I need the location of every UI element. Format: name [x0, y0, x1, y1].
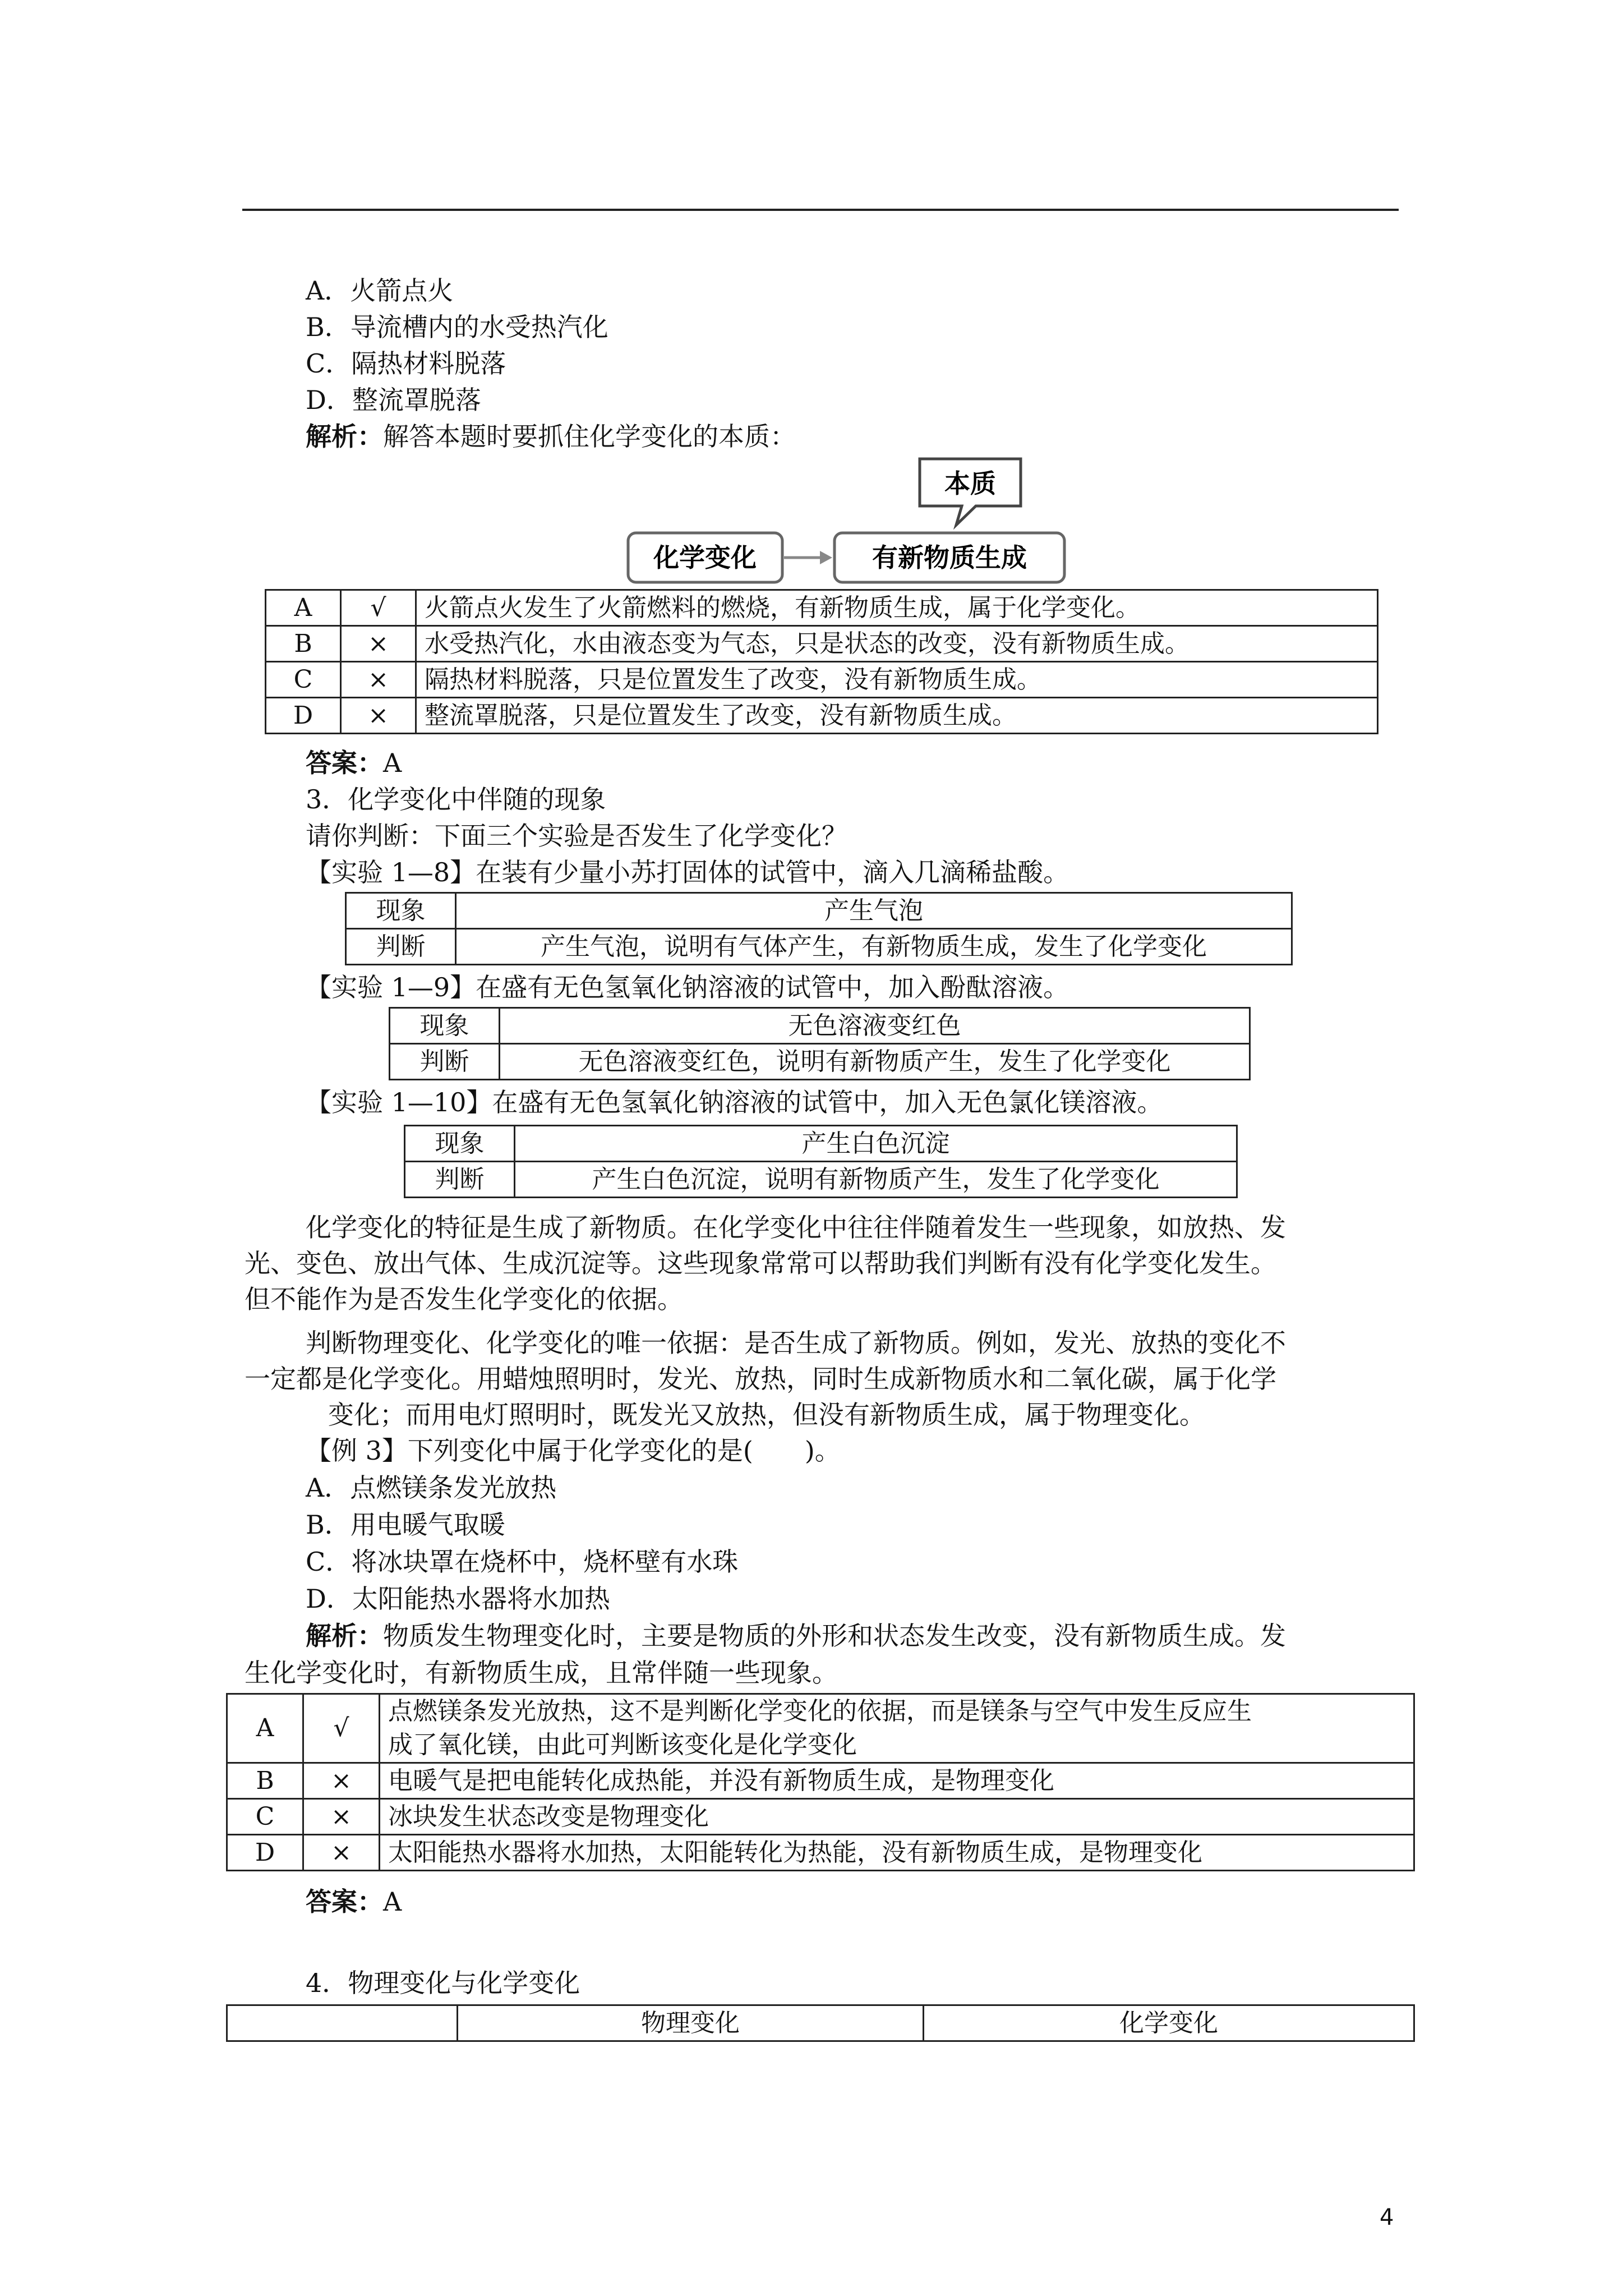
cell-text-line-2: 成了氧化镁，由此可判断该变化是化学变化	[388, 1731, 857, 1759]
example3-option-b: B．用电暖气取暖	[306, 1510, 505, 1540]
answer-label: 答案：	[306, 748, 383, 778]
callout-label: 本质	[944, 468, 996, 499]
example3-analysis-line-2: 生化学变化时，有新物质生成，且常伴随一些现象。	[245, 1658, 838, 1688]
table-row	[227, 1763, 1414, 1799]
cell-mark: ×	[303, 1799, 380, 1835]
table-row	[390, 1008, 1250, 1044]
cell-option: B	[266, 626, 341, 662]
cell-label: 判断	[390, 1044, 500, 1080]
cell-option: A	[227, 1694, 303, 1763]
box-new-substance-label: 有新物质生成	[872, 542, 1027, 573]
cell-mark: √	[303, 1694, 380, 1763]
analysis-text: 物质发生物理变化时，主要是物质的外形和状态发生改变，没有新物质生成。发	[383, 1621, 1286, 1651]
table-row	[266, 626, 1378, 662]
paragraph-1-line-1: 化学变化的特征是生成了新物质。在化学变化中往往伴随着发生一些现象，如放热、发	[306, 1212, 1286, 1243]
table-row	[266, 698, 1378, 734]
cell-label: 判断	[346, 929, 456, 965]
answer-label: 答案：	[306, 1887, 383, 1917]
q2-analysis	[306, 420, 796, 453]
cell-text: 太阳能热水器将水加热，太阳能转化为热能，没有新物质生成，是物理变化	[380, 1835, 1414, 1871]
experiment-1-title: 【实验 1—8】在装有少量小苏打固体的试管中，滴入几滴稀盐酸。	[306, 857, 1069, 887]
cell-option: C	[266, 662, 341, 698]
cell-mark: ×	[341, 626, 416, 662]
example3-option-a: A．点燃镁条发光放热	[306, 1473, 557, 1503]
q2-option-d: D．整流罩脱落	[306, 385, 481, 415]
cell-mark: ×	[341, 698, 416, 734]
example3-title: 【例 3】下列变化中属于化学变化的是( )。	[306, 1435, 841, 1466]
paragraph-1-line-2: 光、变色、放出气体、生成沉淀等。这些现象常常可以帮助我们判断有没有化学变化发生。	[245, 1248, 1276, 1278]
cell-mark: ×	[303, 1835, 380, 1871]
q2-option-b: B．导流槽内的水受热汽化	[306, 312, 608, 342]
example3-option-c: C．将冰块罩在烧杯中，烧杯壁有水珠	[306, 1547, 739, 1577]
example3-answer	[306, 1885, 402, 1918]
analysis-label: 解析：	[306, 421, 383, 452]
experiment-3-table	[404, 1125, 1238, 1198]
table-row	[266, 590, 1378, 626]
paragraph-2-line-2: 一定都是化学变化。用蜡烛照明时，发光、放热，同时生成新物质水和二氧化碳，属于化学	[245, 1364, 1276, 1394]
cell-text: 火箭点火发生了火箭燃料的燃烧，有新物质生成，属于化学变化。	[416, 590, 1378, 626]
cell-mark: ×	[341, 662, 416, 698]
cell-text: 水受热汽化，水由液态变为气态，只是状态的改变，没有新物质生成。	[416, 626, 1378, 662]
q2-analysis-table	[265, 589, 1378, 734]
section3-prompt: 请你判断：下面三个实验是否发生了化学变化？	[306, 821, 847, 851]
example3-option-d: D．太阳能热水器将水加热	[306, 1584, 610, 1614]
paragraph-1-line-3: 但不能作为是否发生化学变化的依据。	[245, 1284, 683, 1314]
cell-text: 隔热材料脱落，只是位置发生了改变，没有新物质生成。	[416, 662, 1378, 698]
cell-mark: √	[341, 590, 416, 626]
essence-diagram	[617, 454, 1077, 589]
experiment-2-table	[389, 1007, 1251, 1080]
cell-label: 现象	[346, 893, 456, 929]
header-cell-empty	[227, 2005, 458, 2041]
cell-phenomenon: 产生气泡	[456, 893, 1292, 929]
example3-analysis-line-1	[306, 1619, 1286, 1653]
cell-option: D	[227, 1835, 303, 1871]
q2-option-c: C．隔热材料脱落	[306, 348, 506, 379]
cell-option: A	[266, 590, 341, 626]
answer-value: A	[383, 1887, 402, 1917]
paragraph-2-line-1: 判断物理变化、化学变化的唯一依据：是否生成了新物质。例如，发光、放热的变化不	[306, 1328, 1286, 1358]
cell-phenomenon: 产生白色沉淀	[515, 1126, 1237, 1162]
section4-heading: 4．物理变化与化学变化	[306, 1968, 580, 1998]
cell-label: 现象	[390, 1008, 500, 1044]
section3-heading: 3．化学变化中伴随的现象	[306, 784, 606, 815]
box-chemical-change-label: 化学变化	[653, 542, 757, 573]
header-cell-chemical: 化学变化	[924, 2005, 1414, 2041]
arrow-head	[820, 551, 832, 564]
cell-judgement: 产生气泡，说明有气体产生，有新物质生成，发生了化学变化	[456, 929, 1292, 965]
cell-label: 现象	[405, 1126, 515, 1162]
analysis-text: 解答本题时要抓住化学变化的本质：	[383, 421, 796, 452]
page-number: 4	[1380, 2205, 1394, 2230]
table-row	[266, 662, 1378, 698]
table-row	[390, 1044, 1250, 1080]
cell-text: 冰块发生状态改变是物理变化	[380, 1799, 1414, 1835]
table-row	[227, 1835, 1414, 1871]
cell-text	[380, 1694, 1414, 1763]
table-row	[227, 2005, 1414, 2041]
experiment-3-title: 【实验 1—10】在盛有无色氢氧化钠溶液的试管中，加入无色氯化镁溶液。	[306, 1087, 1163, 1117]
cell-judgement: 无色溶液变红色，说明有新物质产生，发生了化学变化	[500, 1044, 1250, 1080]
table-row	[346, 893, 1292, 929]
q2-answer	[306, 746, 402, 780]
cell-mark: ×	[303, 1763, 380, 1799]
analysis-label: 解析：	[306, 1621, 383, 1651]
cell-option: B	[227, 1763, 303, 1799]
cell-option: C	[227, 1799, 303, 1835]
table-row	[227, 1694, 1414, 1763]
table-row	[227, 1799, 1414, 1835]
cell-text: 电暖气是把电能转化成热能，并没有新物质生成，是物理变化	[380, 1763, 1414, 1799]
cell-label: 判断	[405, 1162, 515, 1198]
experiment-2-title: 【实验 1—9】在盛有无色氢氧化钠溶液的试管中，加入酚酞溶液。	[306, 972, 1069, 1002]
cell-text: 整流罩脱落，只是位置发生了改变，没有新物质生成。	[416, 698, 1378, 734]
cell-judgement: 产生白色沉淀，说明有新物质产生，发生了化学变化	[515, 1162, 1237, 1198]
header-cell-physical: 物理变化	[458, 2005, 924, 2041]
cell-text-line-1: 点燃镁条发光放热，这不是判断化学变化的依据，而是镁条与空气中发生反应生	[388, 1697, 1252, 1726]
answer-value: A	[383, 748, 402, 778]
paragraph-2-line-3: 变化；而用电灯照明时，既发光又放热，但没有新物质生成，属于物理变化。	[328, 1400, 1205, 1430]
header-rule	[242, 209, 1399, 211]
table-row	[346, 929, 1292, 965]
experiment-1-table	[345, 892, 1293, 965]
cell-option: D	[266, 698, 341, 734]
table-row	[405, 1162, 1237, 1198]
example3-analysis-table	[226, 1693, 1415, 1871]
cell-phenomenon: 无色溶液变红色	[500, 1008, 1250, 1044]
q2-option-a: A．火箭点火	[306, 275, 454, 306]
comparison-table	[226, 2004, 1415, 2042]
table-row	[405, 1126, 1237, 1162]
